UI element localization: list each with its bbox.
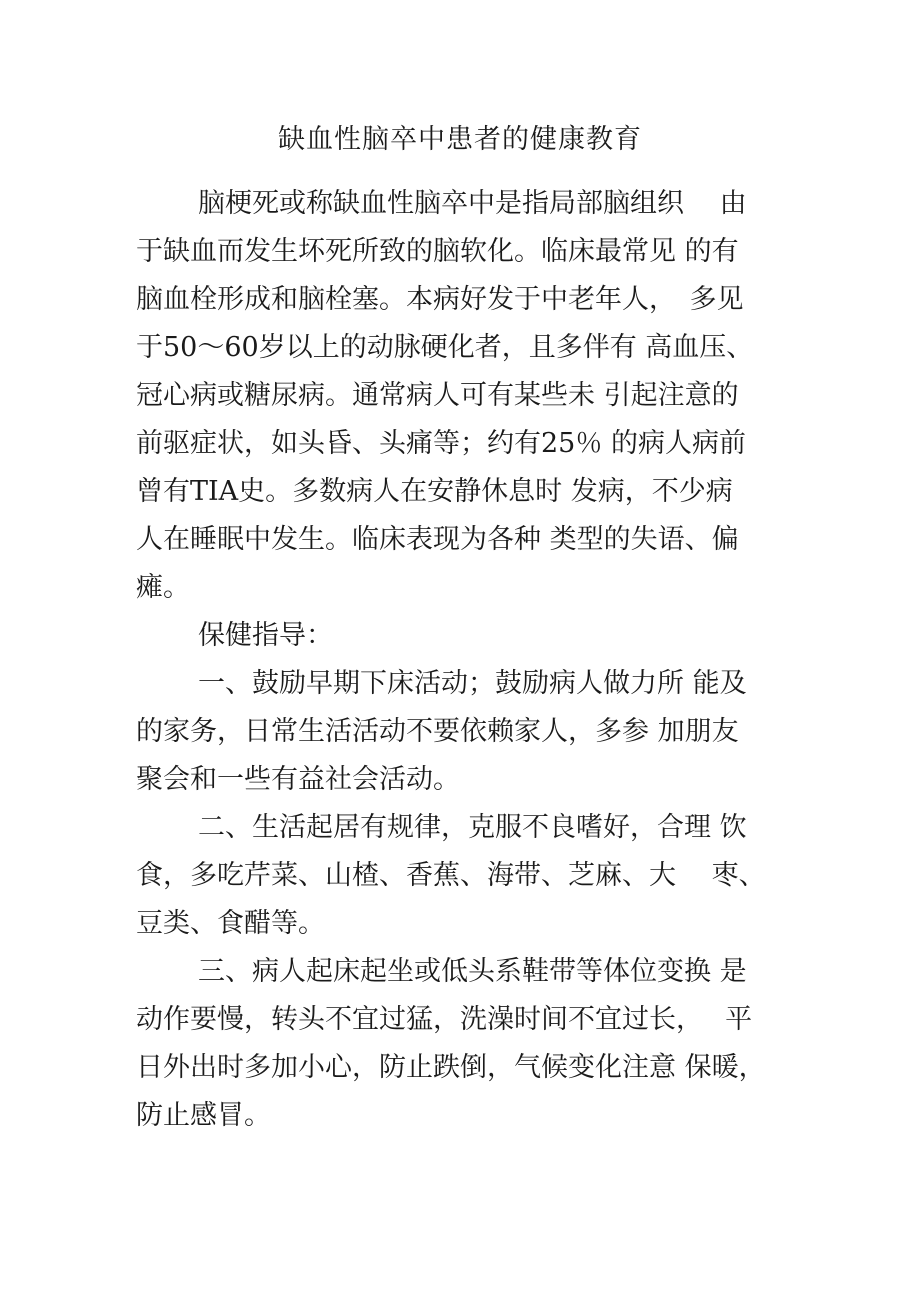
paragraph-line: 动作要慢，转头不宜过猛，洗澡时间不宜过长， 平	[136, 1004, 753, 1035]
paragraph-line: 聚会和一些有益社会活动。	[136, 764, 460, 795]
paragraph-line: 瘫。	[136, 572, 190, 603]
paragraph-line: 豆类、食醋等。	[136, 908, 325, 939]
section-heading: 保健指导：	[198, 620, 333, 651]
paragraph-line: 于缺血而发生坏死所致的脑软化。临床最常见 的有	[136, 236, 739, 267]
paragraph-line: 于50～60岁以上的动脉硬化者，且多伴有 高血压、	[136, 332, 754, 363]
paragraph-line: 人在睡眠中发生。临床表现为各种 类型的失语、偏	[136, 524, 739, 555]
paragraph-line: 曾有TIA史。多数病人在安静休息时 发病，不少病	[136, 476, 733, 507]
document-title: 缺血性脑卒中患者的健康教育	[278, 124, 642, 155]
paragraph-guidance-heading	[136, 612, 816, 660]
paragraph-item-two	[136, 804, 816, 948]
paragraph-introduction	[136, 180, 816, 612]
document-body	[136, 180, 816, 1140]
paragraph-item-one	[136, 660, 816, 804]
paragraph-line: 防止感冒。	[136, 1100, 271, 1131]
paragraph-line: 一、鼓励早期下床活动；鼓励病人做力所 能及	[198, 668, 747, 699]
paragraph-line: 脑血栓形成和脑栓塞。本病好发于中老年人， 多见	[136, 284, 744, 315]
paragraph-line: 脑梗死或称缺血性脑卒中是指局部脑组织 由	[198, 188, 747, 219]
paragraph-line: 冠心病或糖尿病。通常病人可有某些未 引起注意的	[136, 380, 739, 411]
paragraph-item-three	[136, 948, 816, 1140]
paragraph-line: 前驱症状，如头昏、头痛等；约有25％ 的病人病前	[136, 428, 746, 459]
paragraph-line: 食，多吃芹菜、山楂、香蕉、海带、芝麻、大 枣、	[136, 860, 766, 891]
paragraph-line: 日外出时多加小心，防止跌倒，气候变化注意 保暖，	[136, 1052, 766, 1083]
paragraph-line: 三、病人起床起坐或低头系鞋带等体位变换 是	[198, 956, 747, 987]
paragraph-line: 的家务，日常生活活动不要依赖家人，多参 加朋友	[136, 716, 739, 747]
paragraph-line: 二、生活起居有规律，克服不良嗜好，合理 饮	[198, 812, 747, 843]
